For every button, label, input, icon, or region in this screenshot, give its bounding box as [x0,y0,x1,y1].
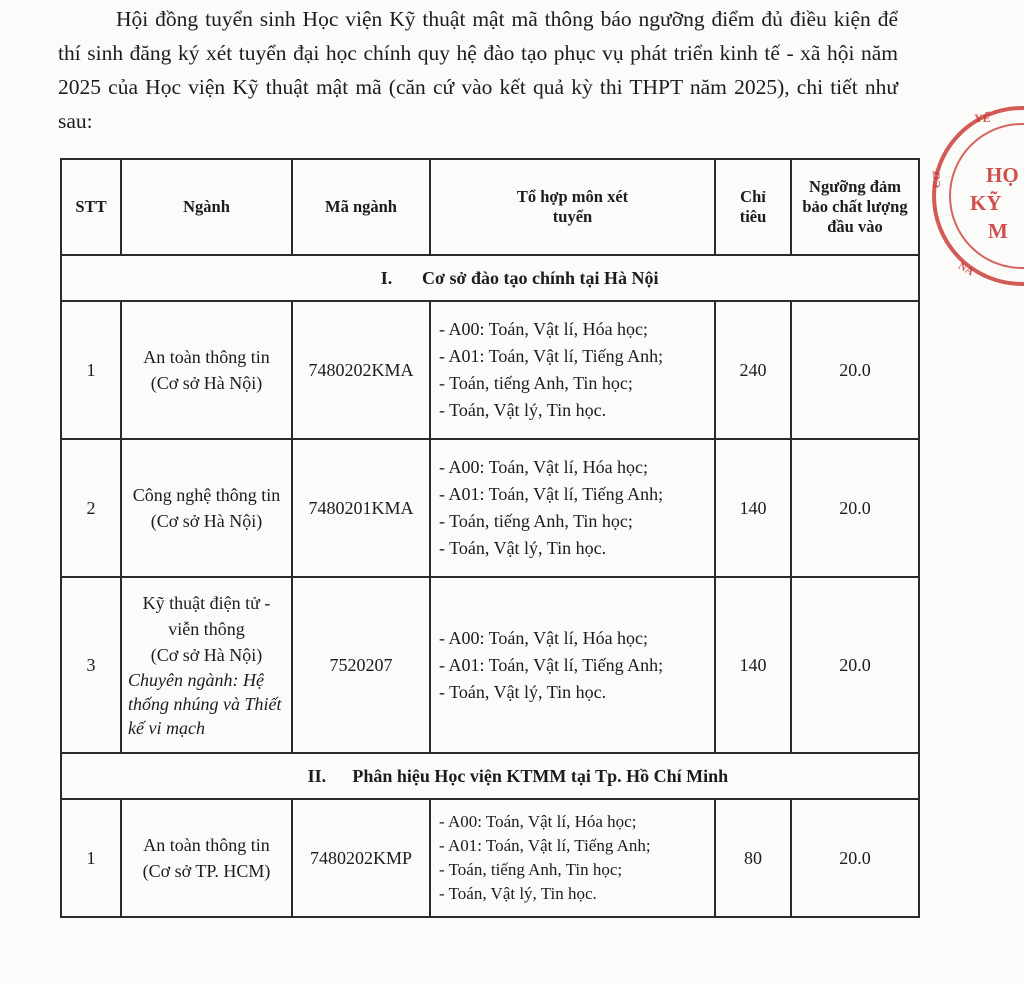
header-code: Mã ngành [292,159,430,255]
row-major [121,577,292,753]
header-combo [430,159,715,255]
row-code: 7520207 [292,577,430,753]
major-name: An toàn thông tin [143,835,270,855]
table-row [61,439,919,577]
row-combos [430,301,715,439]
table-header-row [61,159,919,255]
header-major: Ngành [121,159,292,255]
combo-line: - Toán, tiếng Anh, Tin học; [439,511,633,531]
section-number: II. [307,766,327,786]
combo-line: - Toán, Vật lý, Tin học. [439,681,607,702]
row-quota: 80 [715,799,791,917]
row-stt: 3 [61,577,121,753]
row-quota: 140 [715,577,791,753]
combo-line: - Toán, tiếng Anh, Tin học; [439,860,623,879]
seal-text-line3: M [988,219,1008,243]
row-major [121,439,292,577]
row-stt: 1 [61,799,121,917]
section-number: I. [380,268,393,288]
combo-line: - A00: Toán, Vật lí, Hóa học; [439,812,637,831]
row-threshold: 20.0 [791,439,919,577]
header-stt: STT [61,159,121,255]
admission-threshold-table [60,158,920,918]
row-major [121,799,292,917]
combo-line: - Toán, Vật lý, Tin học. [439,538,607,558]
row-threshold: 20.0 [791,799,919,917]
section-title: Phân hiệu Học viện KTMM tại Tp. Hồ Chí Minh [352,766,729,786]
intro-paragraph: Hội đồng tuyển sinh Học viện Kỹ thuật mật mã thông báo ngưỡng điểm đủ điều kiện để thí sinh đăng ký xét tuyển đại học chính quy hệ đào tạo phục vụ phát triển kinh tế - xã hội năm 2025 của Học viện Kỹ thuật mật mã (căn cứ vào kết quả kỳ thi THPT năm 2025), chi tiết như sau: [58,7,898,133]
major-name: Kỹ thuật điện tử - viễn thông [142,593,271,639]
row-major [121,301,292,439]
combo-line: - A00: Toán, Vật lí, Hóa học; [439,319,649,339]
header-quota [715,159,791,255]
row-combos [430,439,715,577]
row-code: 7480202KMP [292,799,430,917]
combo-line: - Toán, tiếng Anh, Tin học; [439,373,633,393]
row-threshold: 20.0 [791,577,919,753]
section-row [61,255,919,301]
section-title-cell [61,255,919,301]
section-title-cell [61,753,919,799]
row-quota: 240 [715,301,791,439]
combo-line: - A01: Toán, Vật lí, Tiếng Anh; [439,836,651,855]
row-combos [430,799,715,917]
row-stt: 2 [61,439,121,577]
major-name: Công nghệ thông tin [132,485,281,505]
seal-text-top: YẾ [974,111,991,125]
combo-line: - A01: Toán, Vật lí, Tiếng Anh; [439,654,664,675]
table-row [61,301,919,439]
combo-line: - A01: Toán, Vật lí, Tiếng Anh; [439,484,664,504]
major-campus: (Cơ sở TP. HCM) [142,861,271,881]
major-specialization: Chuyên ngành: Hệ thống nhúng và Thiết kế vi mạch [128,670,282,738]
section-row [61,753,919,799]
combo-line: - Toán, Vật lý, Tin học. [439,400,607,420]
table-row [61,799,919,917]
seal-text-left: CƠ [931,171,943,188]
combo-line: - Toán, Vật lý, Tin học. [439,884,597,903]
row-stt: 1 [61,301,121,439]
section-title: Cơ sở đào tạo chính tại Hà Nội [422,268,659,288]
major-name: An toàn thông tin [143,347,270,367]
table-row [61,577,919,753]
row-code: 7480201KMA [292,439,430,577]
combo-line: - A00: Toán, Vật lí, Hóa học; [439,627,649,648]
row-combos [430,577,715,753]
major-campus: (Cơ sở Hà Nội) [150,373,263,393]
major-campus: (Cơ sở Hà Nội) [150,511,263,531]
header-quota-text: Chỉ tiêu [739,187,767,226]
seal-text-line1: HỌ [986,163,1019,187]
combo-line: - A00: Toán, Vật lí, Hóa học; [439,457,649,477]
header-combo-text: Tổ hợp môn xét tuyển [516,187,629,226]
combo-line: - A01: Toán, Vật lí, Tiếng Anh; [439,346,664,366]
header-threshold: Ngưỡng đảm bảo chất lượng đầu vào [791,159,919,255]
seal-text-bottom: NA [956,259,976,279]
red-seal-stamp [930,100,1024,296]
row-quota: 140 [715,439,791,577]
row-code: 7480202KMA [292,301,430,439]
row-threshold: 20.0 [791,301,919,439]
major-campus: (Cơ sở Hà Nội) [150,645,263,665]
seal-text-line2: KỸ [970,191,1002,215]
